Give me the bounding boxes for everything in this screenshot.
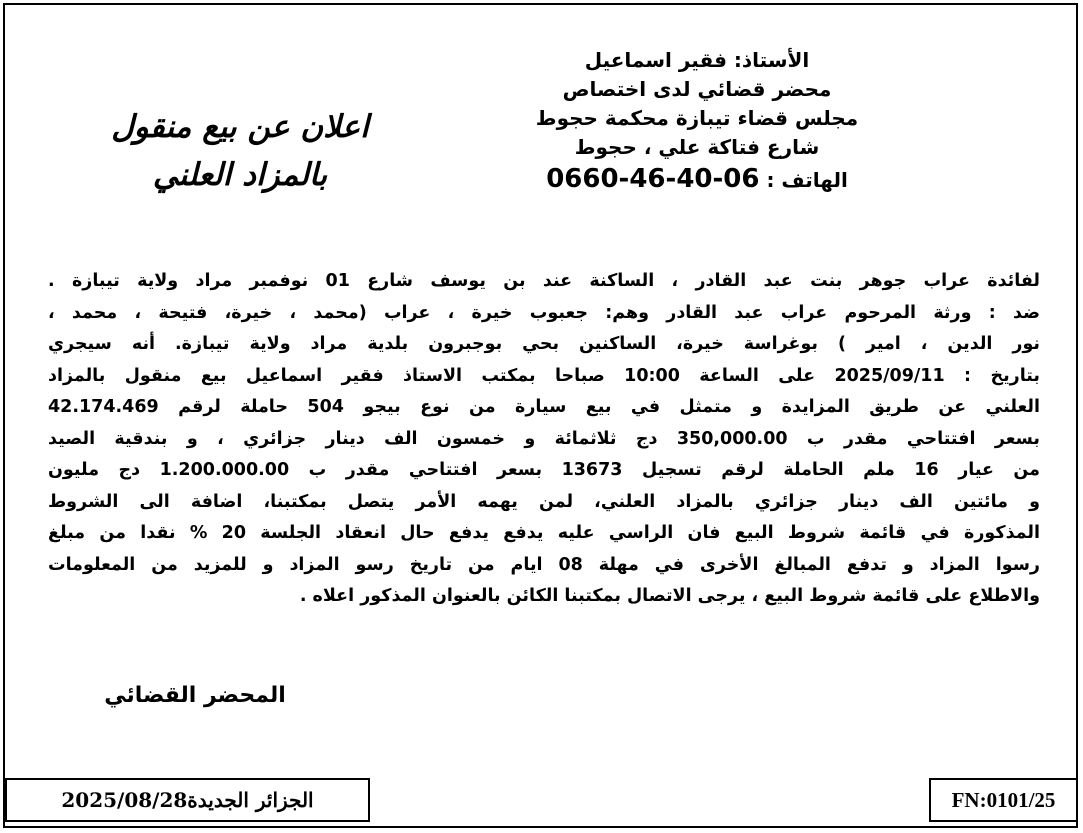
newspaper-name: الجزائر الجديدة [187, 788, 314, 812]
bailiff-header [487, 46, 907, 195]
body-line: المذكورة في قائمة شروط البيع فان الراسي عليه يدفع يدفع حال انعقاد الجلسة 20 % نقدا من مبلغ [48, 523, 1040, 543]
phone-row [487, 165, 907, 195]
bailiff-address: شارع فتاكة علي ، حجوط [574, 135, 820, 159]
newspaper-box [5, 778, 370, 822]
body-line: و مائتين الف دينار جزائري بالمزاد العلني، لمن يهمه الأمر يتصل بمكتبنا، اضافة الى الشروط [48, 491, 1040, 512]
bailiff-court: مجلس قضاء تيبازة محكمة حجوط [535, 106, 859, 130]
body-line: العلني عن طريق المزايدة و متمثل في بيع سيارة من نوع بيجو 504 حاملة لرقم 42.174.469 [48, 397, 1040, 417]
phone-number: 0660-46-40-06 [546, 164, 760, 194]
body-line: نور الدين ، امير ) بوغراسة خيرة، الساكنين بحي بوجبرون بلدية مراد ولاية تيبازة. أنه سيجري [48, 334, 1040, 354]
body-line: رسوا المزاد و تدفع المبالغ الأخرى في مهلة 08 ايام من تاريخ رسو المزاد و للمزيد من المعلومات [48, 554, 1040, 575]
signature: المحضر القضائي [104, 683, 286, 708]
bailiff-name: الأستاذ: فقير اسماعيل [584, 48, 810, 72]
body-line: بسعر افتتاحي مقدر ب 350,000.00 دج ثلاثمائة و خمسون الف دينار جزائري ، و بندقية الصيد [48, 428, 1040, 449]
body-line: لفائدة عراب جوهر بنت عبد القادر ، الساكنة عند بن يوسف شارع 01 نوفمبر مراد ولاية تيبازة . [48, 271, 1040, 291]
publication-date: 2025/08/28 [61, 788, 188, 812]
reference-box [929, 778, 1078, 822]
notice-title [55, 103, 425, 199]
notice-title-line-1: اعلان عن بيع منقول [111, 109, 369, 145]
body-line: من عيار 16 ملم الحاملة لرقم تسجيل 13673 بسعر افتتاحي مقدر ب 1.200.000.00 دج مليون [48, 460, 1041, 480]
reference-number: FN:0101/25 [951, 787, 1056, 812]
phone-label: الهاتف : [766, 168, 848, 192]
notice-body [48, 266, 1040, 613]
notice-title-line-2: بالمزاد العلني [152, 157, 328, 193]
body-line: والاطلاع على قائمة شروط البيع ، يرجى الاتصال بمكتبنا الكائن بالعنوان المذكور اعلاه . [299, 586, 1040, 606]
body-line: بتاريخ : 2025/09/11 على الساعة 10:00 صباحا بمكتب الاستاذ فقير اسماعيل بيع منقول بالمزاد [48, 365, 1040, 386]
body-line: ضد : ورثة المرحوم عراب عبد القادر وهم: جعبوب خيرة ، عراب (محمد ، خيرة، فتيحة ، محمد ، [48, 302, 1040, 323]
bailiff-title: محضر قضائي لدى اختصاص [562, 77, 832, 101]
